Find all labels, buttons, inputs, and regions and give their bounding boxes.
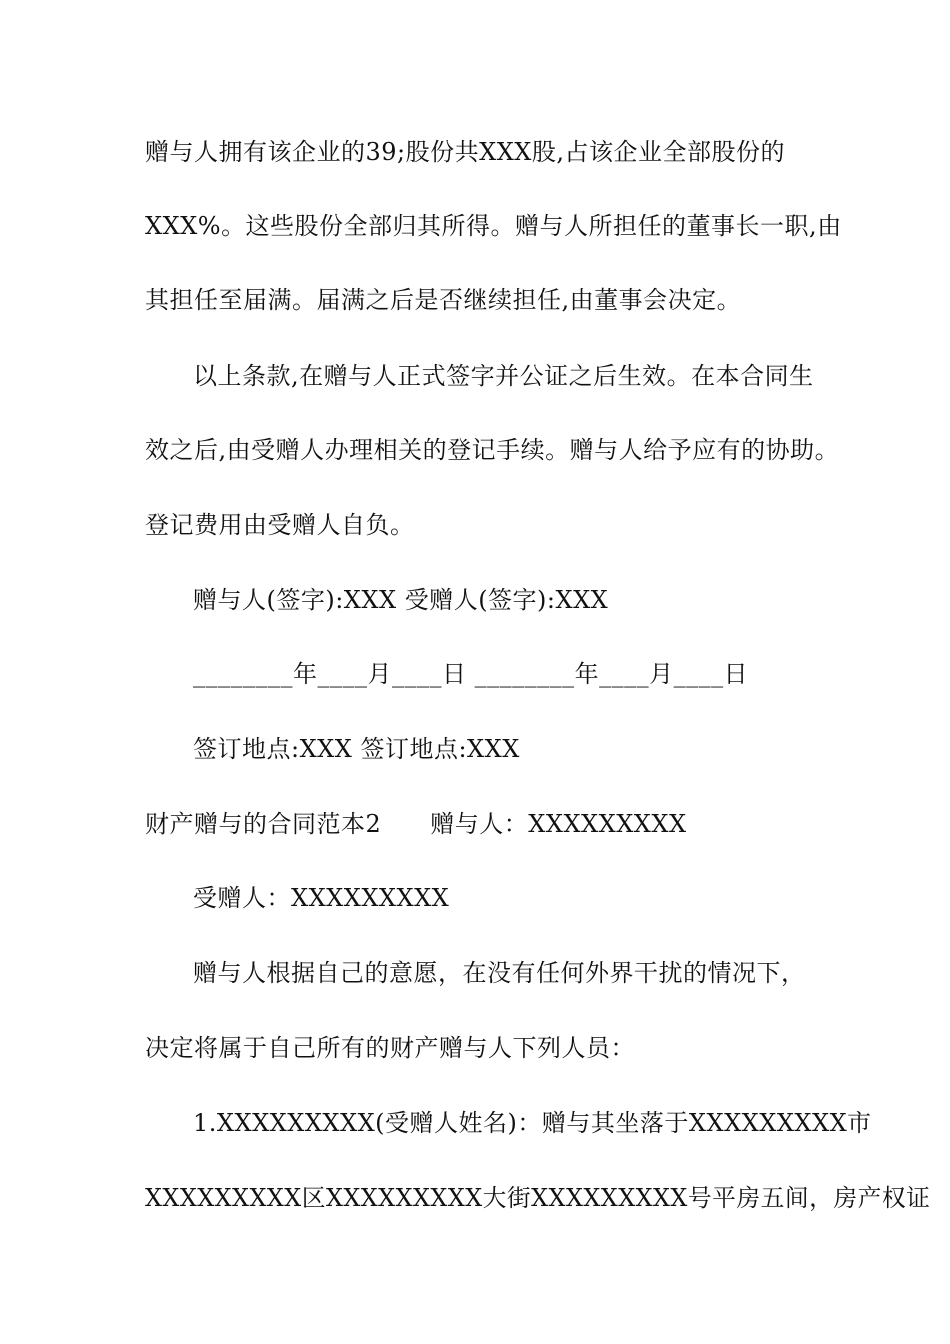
template-2-heading: 财产赠与的合同范本2 赠与人：XXXXXXXXX: [145, 810, 687, 838]
date-line: ________年____月____日 ________年____月____日: [193, 660, 749, 688]
paragraph-line-term: 其担任至届满。届满之后是否继续担任,由董事会决定。: [145, 286, 742, 314]
list-item-1-continuation: XXXXXXXXX区XXXXXXXXX大街XXXXXXXXX号平房五间，房产权证: [145, 1184, 931, 1212]
paragraph-line-decision: 决定将属于自己所有的财产赠与人下列人员：: [145, 1034, 635, 1062]
donee-line: 受赠人：XXXXXXXXX: [193, 884, 450, 912]
paragraph-line-registration: 效之后,由受赠人办理相关的登记手续。赠与人给予应有的协助。: [145, 436, 840, 464]
signature-line: 赠与人(签字):XXX 受赠人(签字):XXX: [193, 586, 609, 614]
paragraph-line-effective: 以上条款,在赠与人正式签字并公证之后生效。在本合同生: [193, 362, 814, 390]
signing-place-line: 签订地点:XXX 签订地点:XXX: [193, 735, 520, 763]
list-item-1-line: 1.XXXXXXXXX(受赠人姓名)：赠与其坐落于XXXXXXXXX市: [193, 1109, 872, 1137]
paragraph-line-fees: 登记费用由受赠人自负。: [145, 511, 415, 539]
paragraph-line-chairman: XXX%。这些股份全部归其所得。赠与人所担任的董事长一职,由: [145, 212, 842, 240]
paragraph-line-willingness: 赠与人根据自己的意愿，在没有任何外界干扰的情况下，: [193, 959, 806, 987]
paragraph-line-shares: 赠与人拥有该企业的39;股份共XXX股,占该企业全部股份的: [145, 138, 786, 166]
